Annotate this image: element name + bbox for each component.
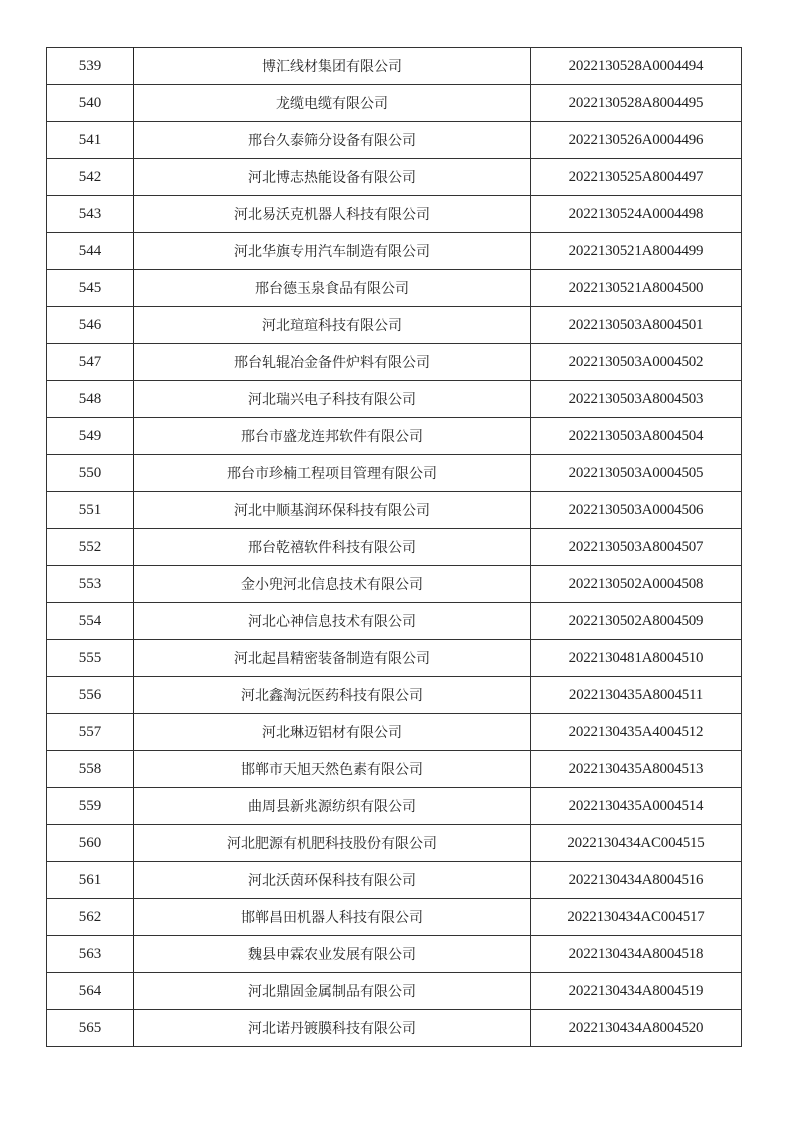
table-row bbox=[47, 529, 742, 566]
company-name: 博汇线材集团有限公司 bbox=[134, 48, 531, 85]
table-row bbox=[47, 640, 742, 677]
table-body bbox=[47, 48, 742, 1047]
registration-code: 2022130503A8004501 bbox=[531, 307, 742, 344]
table-row bbox=[47, 603, 742, 640]
row-number: 549 bbox=[47, 418, 134, 455]
row-number: 544 bbox=[47, 233, 134, 270]
row-number: 551 bbox=[47, 492, 134, 529]
row-number: 560 bbox=[47, 825, 134, 862]
company-name: 龙缆电缆有限公司 bbox=[134, 85, 531, 122]
registration-code: 2022130435A4004512 bbox=[531, 714, 742, 751]
table-row bbox=[47, 973, 742, 1010]
registration-code: 2022130503A0004506 bbox=[531, 492, 742, 529]
company-name: 邯郸市天旭天然色素有限公司 bbox=[134, 751, 531, 788]
company-name: 河北琳迈铝材有限公司 bbox=[134, 714, 531, 751]
table-row bbox=[47, 677, 742, 714]
table-row bbox=[47, 159, 742, 196]
table-row bbox=[47, 455, 742, 492]
registration-code: 2022130434A8004519 bbox=[531, 973, 742, 1010]
table-row bbox=[47, 751, 742, 788]
row-number: 556 bbox=[47, 677, 134, 714]
row-number: 558 bbox=[47, 751, 134, 788]
company-name: 邢台市珍楠工程项目管理有限公司 bbox=[134, 455, 531, 492]
company-name: 河北肥源有机肥科技股份有限公司 bbox=[134, 825, 531, 862]
row-number: 545 bbox=[47, 270, 134, 307]
table-row bbox=[47, 492, 742, 529]
table-row bbox=[47, 788, 742, 825]
row-number: 546 bbox=[47, 307, 134, 344]
company-name: 河北心神信息技术有限公司 bbox=[134, 603, 531, 640]
registration-code: 2022130502A8004509 bbox=[531, 603, 742, 640]
registration-code: 2022130503A8004507 bbox=[531, 529, 742, 566]
row-number: 542 bbox=[47, 159, 134, 196]
row-number: 562 bbox=[47, 899, 134, 936]
registration-code: 2022130434A8004516 bbox=[531, 862, 742, 899]
table-row bbox=[47, 122, 742, 159]
table-row bbox=[47, 381, 742, 418]
company-name: 河北鑫淘沅医药科技有限公司 bbox=[134, 677, 531, 714]
table-row bbox=[47, 825, 742, 862]
registration-code: 2022130435A8004511 bbox=[531, 677, 742, 714]
company-name: 河北瑞兴电子科技有限公司 bbox=[134, 381, 531, 418]
row-number: 554 bbox=[47, 603, 134, 640]
company-name: 河北易沃克机器人科技有限公司 bbox=[134, 196, 531, 233]
row-number: 540 bbox=[47, 85, 134, 122]
table-row bbox=[47, 714, 742, 751]
registration-code: 2022130524A0004498 bbox=[531, 196, 742, 233]
company-name: 河北沃茵环保科技有限公司 bbox=[134, 862, 531, 899]
table-row bbox=[47, 233, 742, 270]
table-row bbox=[47, 418, 742, 455]
table-row bbox=[47, 899, 742, 936]
company-name: 邢台久泰筛分设备有限公司 bbox=[134, 122, 531, 159]
registration-code: 2022130434A8004518 bbox=[531, 936, 742, 973]
company-name: 河北中顺基润环保科技有限公司 bbox=[134, 492, 531, 529]
company-name: 邢台乾禧软件科技有限公司 bbox=[134, 529, 531, 566]
row-number: 543 bbox=[47, 196, 134, 233]
company-name: 河北诺丹镀膜科技有限公司 bbox=[134, 1010, 531, 1047]
table-row bbox=[47, 1010, 742, 1047]
table-row bbox=[47, 307, 742, 344]
registration-code: 2022130434AC004517 bbox=[531, 899, 742, 936]
row-number: 564 bbox=[47, 973, 134, 1010]
company-name: 河北华旗专用汽车制造有限公司 bbox=[134, 233, 531, 270]
registration-code: 2022130528A0004494 bbox=[531, 48, 742, 85]
table-row bbox=[47, 862, 742, 899]
row-number: 557 bbox=[47, 714, 134, 751]
row-number: 563 bbox=[47, 936, 134, 973]
row-number: 555 bbox=[47, 640, 134, 677]
row-number: 541 bbox=[47, 122, 134, 159]
registration-code: 2022130528A8004495 bbox=[531, 85, 742, 122]
registration-code: 2022130503A8004504 bbox=[531, 418, 742, 455]
company-name: 魏县申霖农业发展有限公司 bbox=[134, 936, 531, 973]
registration-code: 2022130502A0004508 bbox=[531, 566, 742, 603]
row-number: 565 bbox=[47, 1010, 134, 1047]
row-number: 561 bbox=[47, 862, 134, 899]
company-name: 邢台德玉泉食品有限公司 bbox=[134, 270, 531, 307]
table-row bbox=[47, 270, 742, 307]
row-number: 553 bbox=[47, 566, 134, 603]
registration-code: 2022130503A8004503 bbox=[531, 381, 742, 418]
table-row bbox=[47, 566, 742, 603]
company-name: 河北起昌精密装备制造有限公司 bbox=[134, 640, 531, 677]
company-name: 河北鼎固金属制品有限公司 bbox=[134, 973, 531, 1010]
company-name: 邢台轧辊冶金备件炉料有限公司 bbox=[134, 344, 531, 381]
registration-code: 2022130481A8004510 bbox=[531, 640, 742, 677]
table-row bbox=[47, 85, 742, 122]
table-row bbox=[47, 344, 742, 381]
company-name: 河北博志热能设备有限公司 bbox=[134, 159, 531, 196]
registration-code: 2022130503A0004502 bbox=[531, 344, 742, 381]
registration-code: 2022130525A8004497 bbox=[531, 159, 742, 196]
company-name: 邯郸昌田机器人科技有限公司 bbox=[134, 899, 531, 936]
registration-code: 2022130434A8004520 bbox=[531, 1010, 742, 1047]
registration-code: 2022130521A8004499 bbox=[531, 233, 742, 270]
registration-code: 2022130526A0004496 bbox=[531, 122, 742, 159]
row-number: 552 bbox=[47, 529, 134, 566]
table-row bbox=[47, 936, 742, 973]
row-number: 559 bbox=[47, 788, 134, 825]
row-number: 550 bbox=[47, 455, 134, 492]
row-number: 539 bbox=[47, 48, 134, 85]
company-name: 邢台市盛龙连邦软件有限公司 bbox=[134, 418, 531, 455]
registration-code: 2022130435A0004514 bbox=[531, 788, 742, 825]
row-number: 548 bbox=[47, 381, 134, 418]
row-number: 547 bbox=[47, 344, 134, 381]
company-name: 河北瑄瑄科技有限公司 bbox=[134, 307, 531, 344]
registration-code: 2022130521A8004500 bbox=[531, 270, 742, 307]
company-name: 曲周县新兆源纺织有限公司 bbox=[134, 788, 531, 825]
company-name: 金小兜河北信息技术有限公司 bbox=[134, 566, 531, 603]
registration-code: 2022130435A8004513 bbox=[531, 751, 742, 788]
registration-code: 2022130503A0004505 bbox=[531, 455, 742, 492]
company-list-table bbox=[46, 47, 742, 1047]
table-row bbox=[47, 48, 742, 85]
registration-code: 2022130434AC004515 bbox=[531, 825, 742, 862]
table-row bbox=[47, 196, 742, 233]
